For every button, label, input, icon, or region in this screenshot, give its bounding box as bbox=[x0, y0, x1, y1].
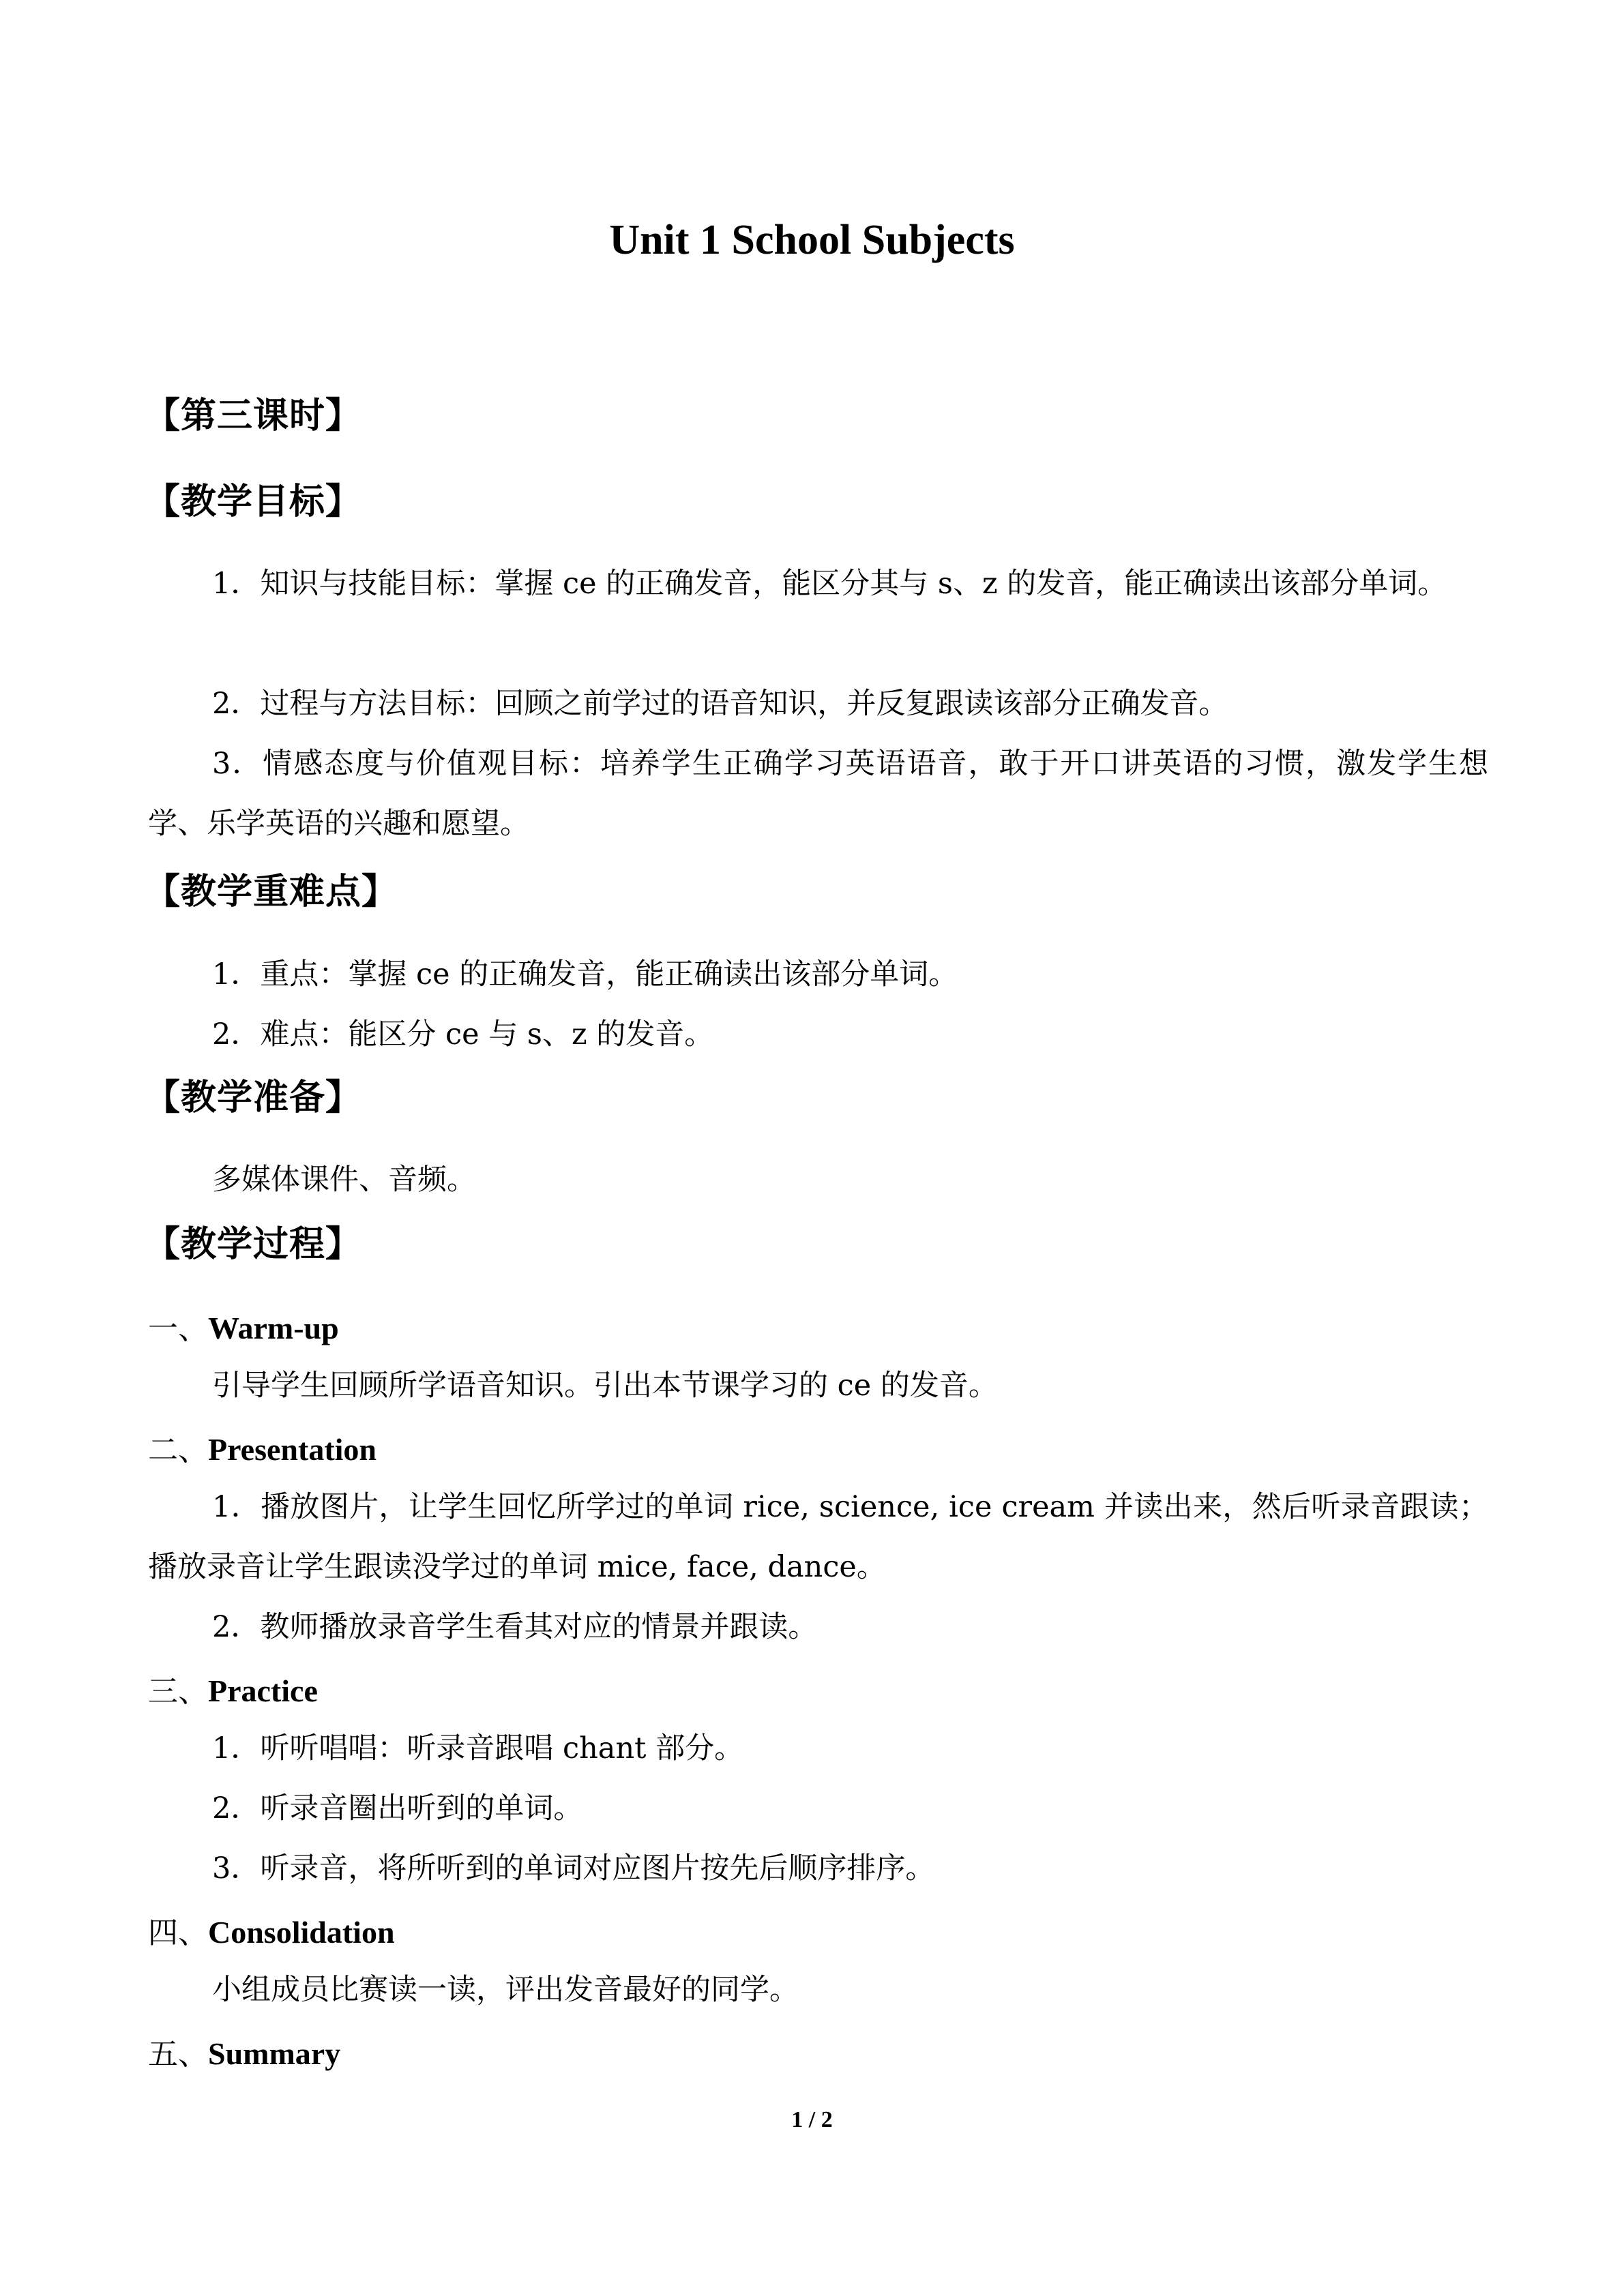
section-heading-consolidation: 四、Consolidation bbox=[148, 1915, 395, 1950]
lesson-heading: 【第三课时】 bbox=[145, 396, 362, 436]
section-heading-practice: 三、Practice bbox=[148, 1673, 318, 1709]
presentation-item-1: 1．播放图片，让学生回忆所学过的单词 rice, science, ice cream 并读出来，然后听录音跟读；播放录音让学生跟读没学过的单词 mice, face, dance。 bbox=[148, 1490, 1488, 1584]
presentation-item-2: 2．教师播放录音学生看其对应的情景并跟读。 bbox=[212, 1610, 818, 1644]
objective-item-2: 2．过程与方法目标：回顾之前学过的语音知识，并反复跟读该部分正确发音。 bbox=[212, 687, 1228, 721]
preparation-heading: 【教学准备】 bbox=[145, 1077, 362, 1118]
practice-item-1: 1．听听唱唱：听录音跟唱 chant 部分。 bbox=[212, 1731, 744, 1765]
practice-item-2: 2．听录音圈出听到的单词。 bbox=[212, 1791, 583, 1825]
key-point-item-1: 1．重点：掌握 ce 的正确发音，能正确读出该部分单词。 bbox=[212, 957, 958, 992]
section-heading-summary: 五、Summary bbox=[148, 2036, 341, 2072]
objectives-heading: 【教学目标】 bbox=[145, 481, 362, 522]
preparation-text: 多媒体课件、音频。 bbox=[212, 1163, 476, 1197]
process-heading: 【教学过程】 bbox=[145, 1224, 362, 1265]
practice-item-3: 3．听录音，将所听到的单词对应图片按先后顺序排序。 bbox=[212, 1851, 935, 1885]
consolidation-item-1: 小组成员比赛读一读，评出发音最好的同学。 bbox=[212, 1973, 799, 2007]
section-heading-presentation: 二、Presentation bbox=[148, 1432, 377, 1467]
key-points-heading: 【教学重难点】 bbox=[145, 871, 398, 912]
objective-item-1: 1．知识与技能目标：掌握 ce 的正确发音，能区分其与 s、z 的发音，能正确读出该部分单词。 bbox=[212, 567, 1447, 601]
page-number: 1 / 2 bbox=[791, 2107, 833, 2132]
document-title: Unit 1 School Subjects bbox=[609, 217, 1015, 263]
key-point-item-2: 2．难点：能区分 ce 与 s、z 的发音。 bbox=[212, 1017, 714, 1052]
warm-up-item-1: 引导学生回顾所学语音知识。引出本节课学习的 ce 的发音。 bbox=[212, 1369, 998, 1403]
objective-item-3: 3．情感态度与价值观目标：培养学生正确学习英语语音，敢于开口讲英语的习惯，激发学生想学、乐学英语的兴趣和愿望。 bbox=[148, 747, 1488, 841]
section-heading-warm-up: 一、Warm-up bbox=[148, 1311, 339, 1346]
